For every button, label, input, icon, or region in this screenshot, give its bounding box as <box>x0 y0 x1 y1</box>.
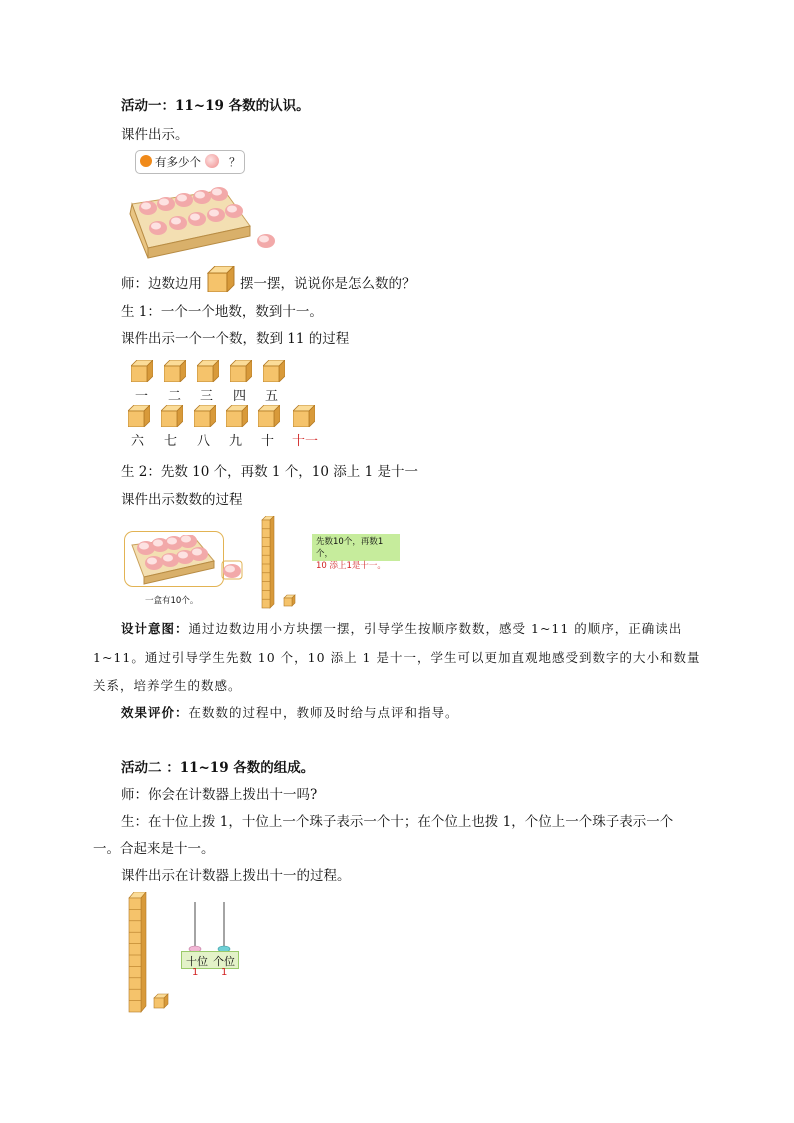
courseware-count-line: 课件出示一个一个数，数到 11 的过程 <box>121 331 350 347</box>
count-label: 四 <box>233 389 247 404</box>
bubble-text: 有多少个 <box>155 155 201 169</box>
tray-caption: 一盒有10个。 <box>145 596 199 606</box>
count-label: 五 <box>265 389 279 404</box>
count-label: 九 <box>229 434 243 449</box>
count-cube <box>161 405 183 427</box>
design-intent-line2: 1~11。通过引导学生先数 10 个，10 添上 1 是十一，学生可以更加直观地感受到数字的大小和数量 <box>93 650 701 665</box>
peach-icon <box>205 154 219 168</box>
abacus-label <box>181 951 239 969</box>
count-cube <box>263 360 285 382</box>
count-label: 二 <box>168 389 182 404</box>
evaluation-label: 效果评价： <box>121 705 189 720</box>
count-cube <box>194 405 216 427</box>
design-intent-line3: 关系，培养学生的数感。 <box>93 678 242 693</box>
count-label: 十 <box>261 434 275 449</box>
count-label: 三 <box>200 389 214 404</box>
teacher-line-a: 师：边数边用 <box>121 276 202 292</box>
pencil-icon <box>140 155 152 167</box>
activity2-teacher-line: 师：你会在计数器上拨出十一吗? <box>121 787 318 803</box>
tens-place-label: 十位 <box>186 955 208 968</box>
evaluation-line <box>121 703 459 721</box>
count-cube <box>197 360 219 382</box>
count-cube <box>128 405 150 427</box>
count-cube <box>230 360 252 382</box>
activity2-courseware-line: 课件出示在计数器上拨出十一的过程。 <box>121 868 351 884</box>
student1-line: 生 1：一个一个地数，数到十一。 <box>121 304 323 320</box>
count-cube <box>258 405 280 427</box>
cube-icon <box>207 266 235 292</box>
ten-rod-and-cube <box>260 516 304 610</box>
ones-digit: 1 <box>221 967 228 978</box>
bubble-question-mark: ？ <box>229 155 241 169</box>
count-cube <box>164 360 186 382</box>
ones-place-label: 个位 <box>213 955 235 968</box>
abacus-rods <box>180 898 240 956</box>
tens-digit: 1 <box>192 967 199 978</box>
count-label: 八 <box>197 434 211 449</box>
design-intent-line1 <box>121 619 682 637</box>
ten-rod-and-cube-2 <box>126 892 176 1014</box>
activity2-student-line2: 一。合起来是十一。 <box>93 841 215 857</box>
count-label: 七 <box>164 434 178 449</box>
evaluation-text: 在数数的过程中，教师及时给与点评和指导。 <box>188 705 459 720</box>
count-label: 一 <box>135 389 149 404</box>
count-cube <box>293 405 315 427</box>
activity1-title: 活动一：11~19 各数的认识。 <box>121 98 310 114</box>
small-tray-illustration <box>128 535 248 585</box>
activity2-student-line1: 生：在十位上拨 1，十位上一个珠子表示一个十；在个位上也拨 1，个位上一个珠子表示一个 <box>121 814 674 830</box>
count-cube <box>131 360 153 382</box>
note-line-1: 先数10个，再数1个， <box>316 537 384 559</box>
count-label: 六 <box>131 434 145 449</box>
activity2-title: 活动二 ：11~19 各数的组成。 <box>121 760 315 776</box>
note-box <box>312 534 400 571</box>
count-label-eleven: 十一 <box>292 434 319 449</box>
note-line-2: 10 添上1是十一。 <box>316 561 386 571</box>
design-intent-label: 设计意图： <box>121 621 189 636</box>
peach-tray-illustration <box>124 186 284 262</box>
courseware-show-text: 课件出示。 <box>121 127 189 143</box>
question-bubble <box>135 150 245 174</box>
design-intent-text: 通过边数边用小方块摆一摆，引导学生按顺序数数，感受 1~11 的顺序，正确读出 <box>188 621 683 636</box>
student2-line: 生 2：先数 10 个，再数 1 个，10 添上 1 是十一 <box>121 464 418 480</box>
count-cube <box>226 405 248 427</box>
courseware-process-line: 课件出示数数的过程 <box>121 492 243 508</box>
teacher-line-b: 摆一摆，说说你是怎么数的？ <box>240 276 416 292</box>
